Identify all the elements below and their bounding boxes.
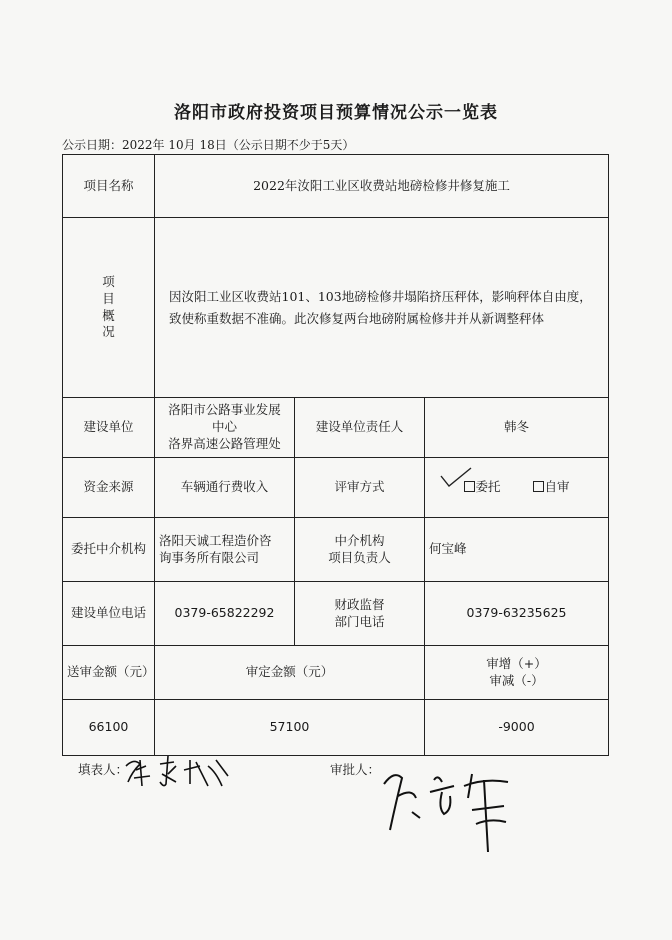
approved-amount-label: 审定金额（元） xyxy=(155,646,425,700)
option-entrusted-label: 委托 xyxy=(475,479,501,495)
row-amount-values xyxy=(63,700,609,756)
filler-signature-icon xyxy=(120,752,240,792)
approver-signature-icon xyxy=(372,752,552,862)
phone-value: 0379-65822292 xyxy=(155,582,295,646)
row-project-name xyxy=(63,155,609,218)
builder-value: 洛阳市公路事业发展 中心 洛界高速公路管理处 xyxy=(155,398,295,458)
option-self xyxy=(533,479,570,496)
approver-label: 审批人： xyxy=(330,762,381,777)
review-method-label: 评审方式 xyxy=(295,458,425,518)
overview-label: 项 目 概 况 xyxy=(63,218,155,398)
review-method-options xyxy=(425,458,609,518)
row-phone xyxy=(63,582,609,646)
row-builder xyxy=(63,398,609,458)
checkbox-self xyxy=(533,481,544,492)
builder-manager-label: 建设单位责任人 xyxy=(295,398,425,458)
row-amount-headers xyxy=(63,646,609,700)
overview-value: 因汝阳工业区收费站101、103地磅检修井塌陷挤压秤体，影响秤体自由度，致使称重数据不准确。此次修复两台地磅附属检修井并从新调整秤体 xyxy=(155,218,609,398)
budget-table xyxy=(62,154,609,756)
project-name-label: 项目名称 xyxy=(63,155,155,218)
agency-manager-label: 中介机构 项目负责人 xyxy=(295,518,425,582)
finance-phone-value: 0379-63235625 xyxy=(425,582,609,646)
check-mark-icon xyxy=(437,466,477,490)
agency-label: 委托中介机构 xyxy=(63,518,155,582)
row-funding xyxy=(63,458,609,518)
diff-amount-value: -9000 xyxy=(425,700,609,756)
submitted-amount-value: 66100 xyxy=(63,700,155,756)
builder-label: 建设单位 xyxy=(63,398,155,458)
submitted-amount-label: 送审金额（元） xyxy=(63,646,155,700)
funding-label: 资金来源 xyxy=(63,458,155,518)
publish-date: 公示日期：2022年 10月 18日（公示日期不少于5天） xyxy=(62,138,355,152)
agency-value: 洛阳天诚工程造价咨 询事务所有限公司 xyxy=(155,518,295,582)
row-overview xyxy=(63,218,609,398)
diff-amount-label: 审增（+） 审减（-） xyxy=(425,646,609,700)
project-name-value: 2022年汝阳工业区收费站地磅检修井修复施工 xyxy=(155,155,609,218)
builder-manager-value: 韩冬 xyxy=(425,398,609,458)
approved-amount-value: 57100 xyxy=(155,700,425,756)
phone-label: 建设单位电话 xyxy=(63,582,155,646)
row-agency xyxy=(63,518,609,582)
finance-phone-label: 财政监督 部门电话 xyxy=(295,582,425,646)
agency-manager-value: 何宝峰 xyxy=(425,518,609,582)
page-title: 洛阳市政府投资项目预算情况公示一览表 xyxy=(174,103,498,123)
funding-value: 车辆通行费收入 xyxy=(155,458,295,518)
filler-label: 填表人： xyxy=(78,762,129,777)
option-self-label: 自审 xyxy=(544,479,570,495)
